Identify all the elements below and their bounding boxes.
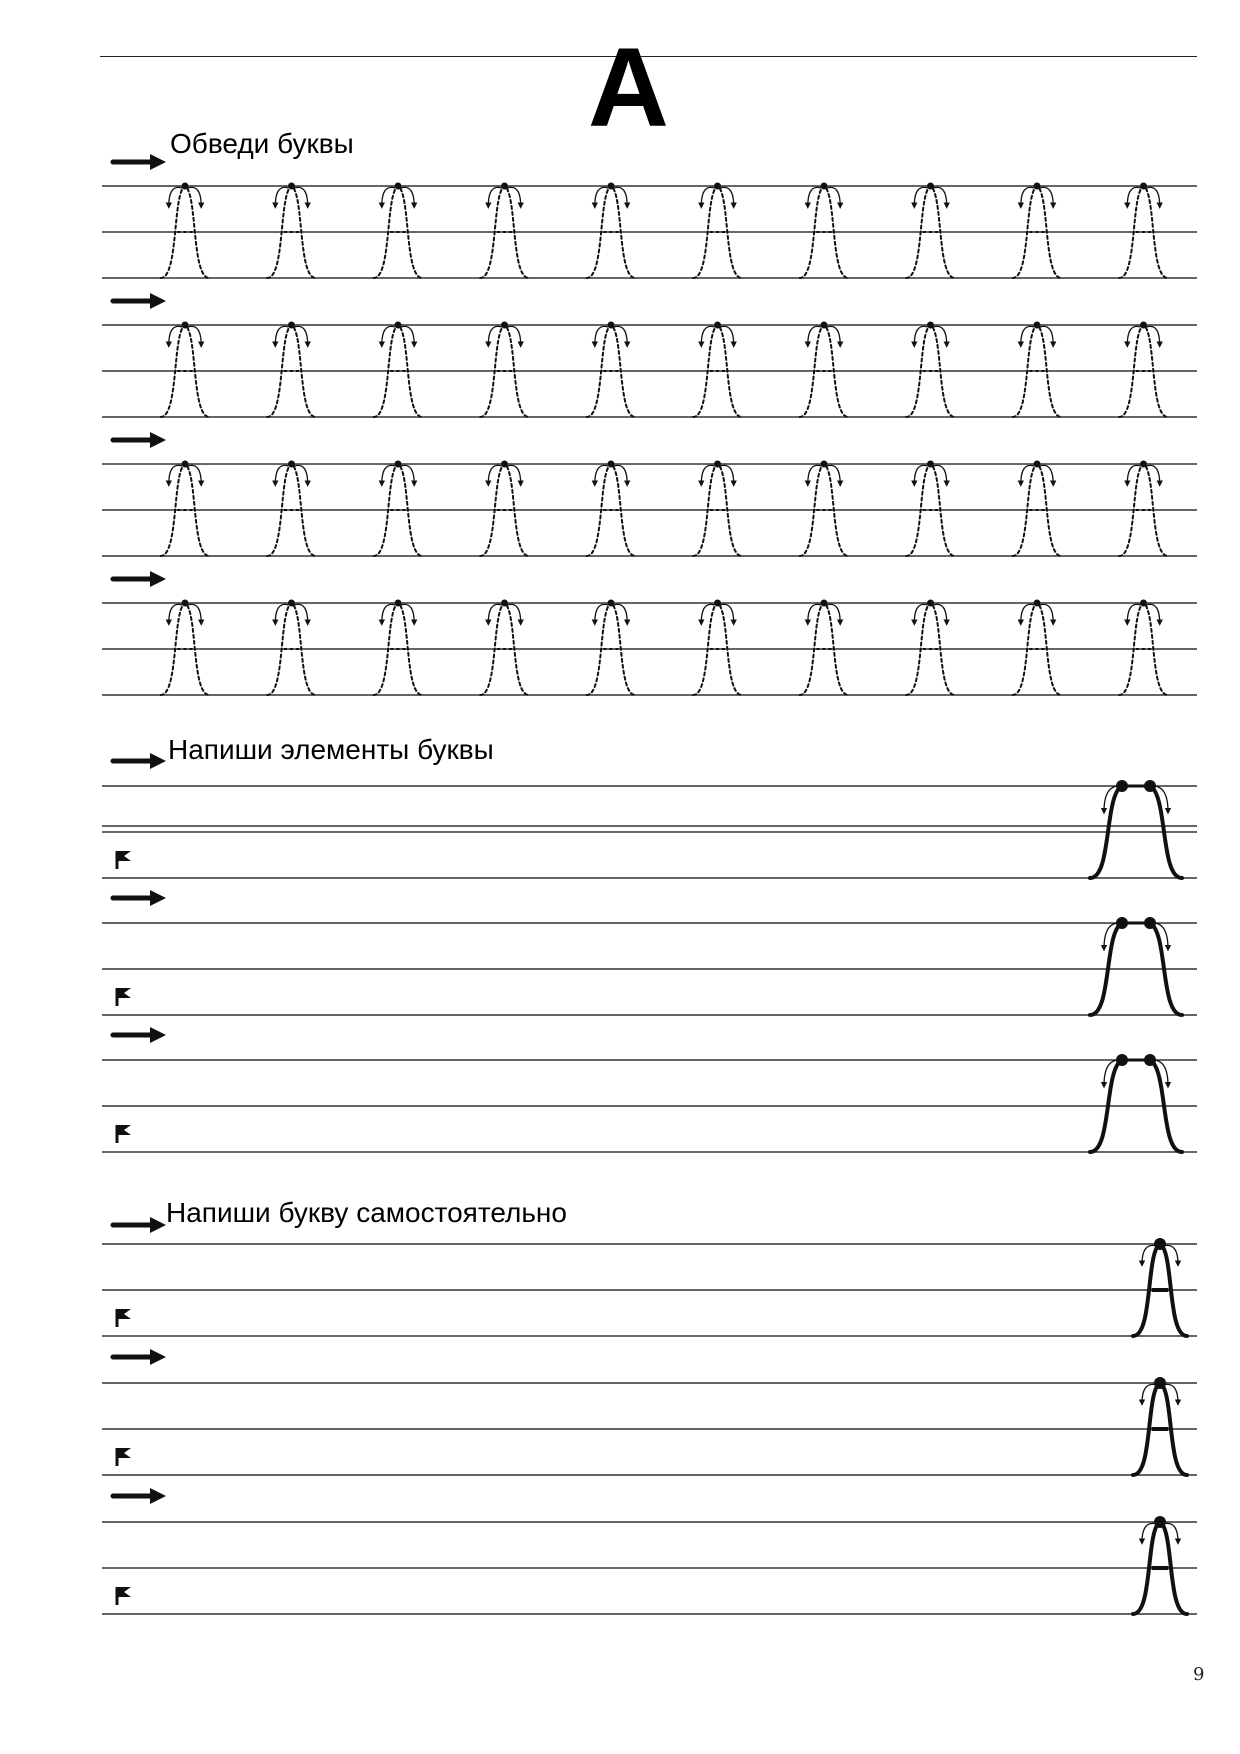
traced-letter-a <box>1013 461 1062 557</box>
traced-letter-a <box>267 183 316 279</box>
traced-letter-a <box>587 322 636 418</box>
traced-letter-a <box>267 461 316 557</box>
arrow-right-icon <box>113 1488 166 1504</box>
arrow-right-icon <box>113 1027 166 1043</box>
traced-letter-a <box>1013 322 1062 418</box>
traced-letter-a <box>1119 600 1168 696</box>
sample-letter-elements <box>1090 917 1182 1015</box>
flag-icon <box>117 1448 131 1466</box>
traced-letter-a <box>374 183 423 279</box>
arrow-right-icon <box>113 1217 166 1233</box>
traced-letter-a <box>693 183 742 279</box>
sample-letter-a <box>1133 1377 1187 1475</box>
sample-letter-a <box>1133 1516 1187 1614</box>
page-number: 9 <box>1193 1664 1205 1685</box>
traced-letter-a <box>906 183 955 279</box>
flag-icon <box>117 1125 131 1143</box>
traced-letter-a <box>480 461 529 557</box>
page-letter: А <box>588 25 669 150</box>
traced-letter-a <box>906 322 955 418</box>
section-title-trace: Обведи буквы <box>170 128 354 159</box>
traced-letter-a <box>693 600 742 696</box>
traced-letter-a <box>161 322 210 418</box>
traced-letter-a <box>587 183 636 279</box>
traced-letter-a <box>374 461 423 557</box>
traced-letter-a <box>693 322 742 418</box>
traced-letter-a <box>161 461 210 557</box>
traced-letter-a <box>1119 461 1168 557</box>
traced-letter-a <box>800 600 849 696</box>
traced-letter-a <box>1119 183 1168 279</box>
sample-letter-elements <box>1090 1054 1182 1152</box>
arrow-right-icon <box>113 890 166 906</box>
traced-letter-a <box>267 600 316 696</box>
traced-letter-a <box>374 322 423 418</box>
sample-letter-a <box>1133 1238 1187 1336</box>
section-title-elements: Напиши элементы буквы <box>168 734 494 765</box>
traced-letter-a <box>161 600 210 696</box>
traced-letter-a <box>800 183 849 279</box>
traced-letter-a <box>480 322 529 418</box>
traced-letter-a <box>800 461 849 557</box>
traced-letter-a <box>906 600 955 696</box>
flag-icon <box>117 988 131 1006</box>
traced-letter-a <box>267 322 316 418</box>
traced-letter-a <box>1013 183 1062 279</box>
traced-letter-a <box>587 600 636 696</box>
traced-letter-a <box>480 600 529 696</box>
traced-letter-a <box>1119 322 1168 418</box>
sample-letter-elements <box>1090 780 1182 878</box>
arrow-right-icon <box>113 154 166 170</box>
flag-icon <box>117 1309 131 1327</box>
arrow-right-icon <box>113 1349 166 1365</box>
traced-letter-a <box>693 461 742 557</box>
flag-icon <box>117 1587 131 1605</box>
traced-letter-a <box>906 461 955 557</box>
traced-letter-a <box>1013 600 1062 696</box>
section-title-independent: Напиши букву самостоятельно <box>166 1197 567 1228</box>
arrow-right-icon <box>113 753 166 769</box>
traced-letter-a <box>800 322 849 418</box>
arrow-right-icon <box>113 293 166 309</box>
traced-letter-a <box>480 183 529 279</box>
arrow-right-icon <box>113 432 166 448</box>
arrow-right-icon <box>113 571 166 587</box>
traced-letter-a <box>587 461 636 557</box>
traced-letter-a <box>374 600 423 696</box>
flag-icon <box>117 851 131 869</box>
traced-letter-a <box>161 183 210 279</box>
